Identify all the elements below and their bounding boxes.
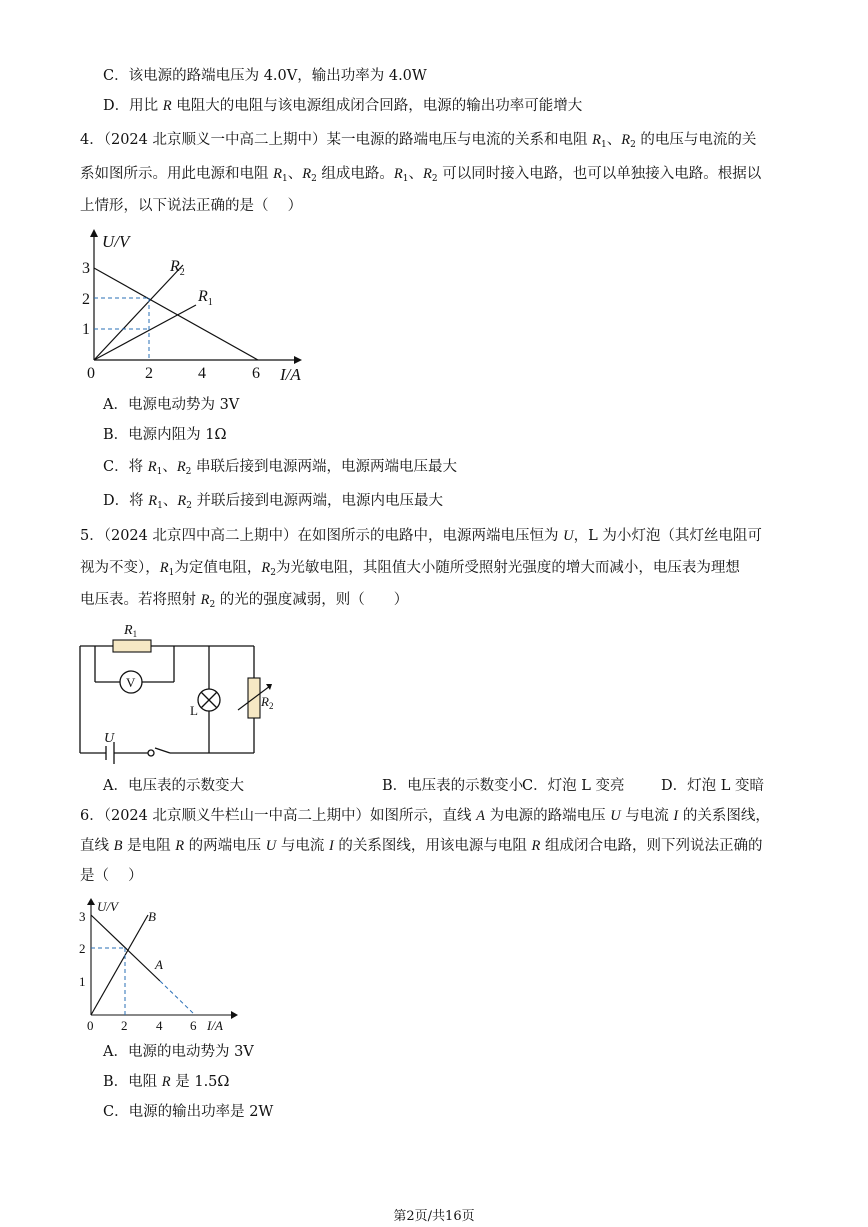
q4-r2-label: $R_2$ bbox=[170, 258, 185, 278]
q5-stem-line2: 视为不变），$R_1$为定值电阻，$R_2$为光敏电阻，其阻值大小随所受照射光强度的增大而减小，电压表为理想 bbox=[80, 560, 740, 578]
q4-option-b: B．电源内阻为 1Ω bbox=[103, 427, 227, 443]
q5-option-a: A．电压表的示数变大 bbox=[103, 778, 244, 794]
q4-x-tick-2: 2 bbox=[145, 365, 153, 382]
r1-resistor bbox=[113, 640, 151, 652]
voltmeter-label: V bbox=[126, 675, 136, 690]
q4-r1-label: $R_1$ bbox=[198, 288, 213, 308]
q6-line-b-label: B bbox=[148, 909, 156, 924]
page-footer: 第2页/共16页 bbox=[393, 1209, 475, 1224]
q6-ui-graph bbox=[76, 893, 246, 1033]
q4-option-d: D．将 $R_1$、$R_2$ 并联后接到电源两端，电源内电压最大 bbox=[103, 493, 444, 511]
q6-y-tick-1: 1 bbox=[79, 974, 86, 989]
q6-stem-line2: 直线 B 是电阻 R 的两端电压 U 与电流 I 的关系图线，用该电源与电阻 R 组成闭合电路，则下列说法正确的 bbox=[80, 838, 763, 854]
q6-x-tick-6: 6 bbox=[190, 1018, 197, 1033]
q5-circuit-diagram bbox=[70, 618, 280, 763]
q4-stem-line2: 系如图所示。用此电源和电阻 $R_1$、$R_2$ 组成电路。$R_1$、$R_2$ 可以同时接入电路，也可以单独接入电路。根据以 bbox=[80, 166, 762, 184]
q4-ui-graph bbox=[80, 225, 320, 385]
q4-y-axis-label: U/V bbox=[102, 232, 130, 251]
q6-origin-label: 0 bbox=[87, 1018, 94, 1033]
q4-option-c: C．将 $R_1$、$R_2$ 串联后接到电源两端，电源两端电压最大 bbox=[103, 459, 458, 477]
q4-x-tick-6: 6 bbox=[252, 365, 260, 382]
q5-option-d: D．灯泡 L 变暗 bbox=[661, 778, 764, 794]
q4-stem-line1: 4．（2024 北京顺义一中高二上期中）某一电源的路端电压与电流的关系和电阻 $R_1$、$R_2$ 的电压与电流的关 bbox=[80, 132, 757, 150]
q4-y-tick-2: 2 bbox=[82, 291, 90, 308]
source-label: U bbox=[104, 731, 115, 746]
r2-label: $R_2$ bbox=[261, 694, 274, 711]
q6-x-axis-label: I/A bbox=[207, 1018, 223, 1033]
q6-line-b bbox=[91, 915, 148, 1015]
q6-y-tick-2: 2 bbox=[79, 941, 86, 956]
q4-y-tick-3: 3 bbox=[82, 260, 90, 277]
q6-option-c: C．电源的输出功率是 2W bbox=[103, 1104, 274, 1120]
q6-stem-line3: 是（ ） bbox=[80, 868, 143, 884]
q5-stem-line3: 电压表。若将照射 $R_2$ 的光的强度减弱，则（ ） bbox=[80, 592, 409, 610]
r1-label: $R_1$ bbox=[124, 623, 138, 639]
q6-line-a-label: A bbox=[155, 957, 163, 972]
q4-x-tick-4: 4 bbox=[198, 365, 206, 382]
q4-x-axis-label: I/A bbox=[280, 365, 301, 384]
q6-y-tick-3: 3 bbox=[79, 909, 86, 924]
q5-stem-line1: 5．（2024 北京四中高二上期中）在如图所示的电路中，电源两端电压恒为 U，L 为小灯泡（其灯丝电阻可 bbox=[80, 528, 762, 544]
q4-r2-line bbox=[94, 265, 183, 360]
q6-y-axis-label: U/V bbox=[97, 899, 118, 914]
q5-option-c: C．灯泡 L 变亮 bbox=[522, 778, 625, 794]
q6-option-a: A．电源的电动势为 3V bbox=[103, 1044, 254, 1060]
q4-origin-label: 0 bbox=[87, 365, 95, 382]
q4-y-tick-1: 1 bbox=[82, 321, 90, 338]
q6-x-tick-2: 2 bbox=[121, 1018, 128, 1033]
q3-option-d: D．用比 R 电阻大的电阻与该电源组成闭合回路，电源的输出功率可能增大 bbox=[103, 98, 583, 114]
lamp-label: L bbox=[190, 703, 198, 718]
q6-line-a-extension bbox=[160, 981, 195, 1015]
q4-r1-line bbox=[94, 305, 196, 360]
q5-option-b: B．电压表的示数变小 bbox=[382, 778, 524, 794]
q4-option-a: A．电源电动势为 3V bbox=[103, 397, 240, 413]
q4-stem-line3: 上情形，以下说法正确的是（ ） bbox=[80, 198, 303, 214]
q6-stem-line1: 6．（2024 北京顺义牛栏山一中高二上期中）如图所示，直线 A 为电源的路端电压 U 与电流 I 的关系图线， bbox=[80, 808, 770, 824]
q6-x-tick-4: 4 bbox=[156, 1018, 163, 1033]
q3-option-c: C．该电源的路端电压为 4.0V，输出功率为 4.0W bbox=[103, 68, 427, 84]
q6-option-b: B．电阻 R 是 1.5Ω bbox=[103, 1074, 230, 1090]
